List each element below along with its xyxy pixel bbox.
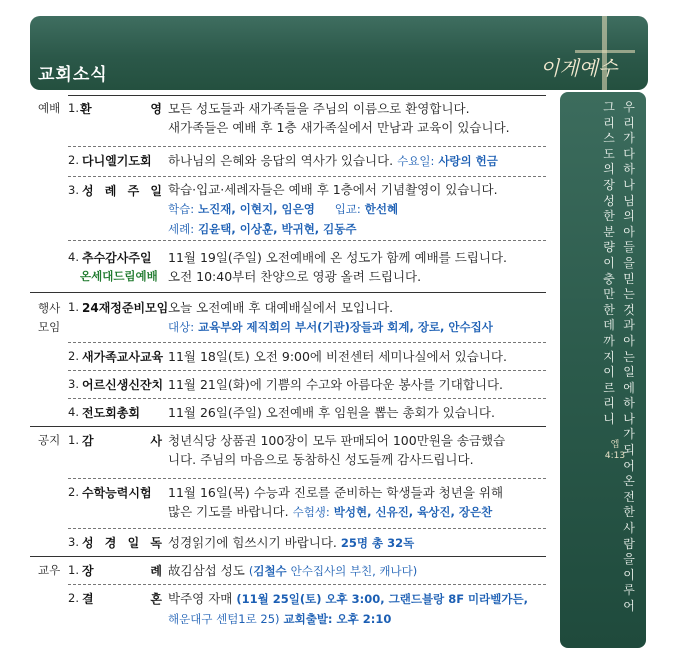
divider <box>68 370 546 371</box>
verse-panel <box>560 92 646 648</box>
text-line: 11월 26일(주일) 오전예배 후 임원을 뽑는 총회가 있습니다. <box>168 405 495 420</box>
sub-value: 한선혜 <box>364 202 399 216</box>
item-text-thanks <box>168 431 546 469</box>
sub-label: 학습: <box>168 202 195 216</box>
section-worship: 예배 <box>38 101 61 115</box>
item-number: 1. <box>68 563 79 577</box>
section-divider <box>30 556 546 557</box>
text-line: 니다. 주님의 마음으로 동참하신 성도들께 감사드립니다. <box>168 452 474 467</box>
item-number: 2. <box>68 591 79 605</box>
item-number: 4. <box>68 405 79 419</box>
text-line: 11월 16일(목) 수능과 진로를 준비하는 학생들과 청년을 위해 <box>168 485 504 500</box>
divider <box>68 398 546 399</box>
item-text-teacher-training <box>168 347 546 366</box>
item-label-exam: 수학능력시험 <box>82 486 152 500</box>
verse-reference: 엡4:13 <box>604 440 626 461</box>
divider <box>68 146 546 147</box>
sub-value: 김윤택, 이상훈, 박귀현, 김동주 <box>198 222 357 236</box>
section-divider <box>30 426 546 427</box>
sub-value: 김철수 <box>253 564 287 578</box>
section-fellowship: 교우 <box>38 563 61 577</box>
section-events: 행사 <box>38 301 61 315</box>
text-line: 하나님의 은혜와 응답의 역사가 있습니다. <box>168 153 394 168</box>
text-line: 청년식당 상품권 100장이 모두 판매되어 100만원을 송금했습 <box>168 433 506 448</box>
text-line: 11월 19일(주일) 오전예배에 온 성도가 함께 예배를 드립니다. <box>168 250 508 265</box>
divider <box>68 478 546 479</box>
item-number: 4. <box>68 250 79 264</box>
item-label-funeral: 장 례 <box>82 564 162 578</box>
item-text-wedding <box>168 589 546 629</box>
divider <box>68 528 546 529</box>
item-label-bible-reading: 성 경 일 독 <box>82 536 162 550</box>
sub-label: 입교: <box>334 202 361 216</box>
divider <box>68 176 546 177</box>
sub-value: 노진재, 이현지, 임은영 <box>198 202 315 216</box>
item-text-daniel-prayer <box>168 151 546 171</box>
logo: 이게예수 <box>540 56 618 80</box>
text-line: 모든 성도들과 새가족들을 주님의 이름으로 환영합니다. <box>168 101 470 116</box>
verse-column-2: 그리스도의장성한분량이충만한데까지이르리니 <box>603 100 615 426</box>
divider <box>68 342 546 343</box>
text-line: 학습·입교·세례자들은 예배 후 1층에서 기념촬영이 있습니다. <box>168 182 498 197</box>
sub-value: 사랑의 헌금 <box>438 154 498 168</box>
sub-value: 25명 총 32독 <box>340 536 415 550</box>
item-number: 2. <box>68 485 79 499</box>
text-line: 새가족들은 예배 후 1층 새가족실에서 만남과 교육이 있습니다. <box>168 120 510 135</box>
item-text-bible-reading <box>168 533 546 553</box>
sub-label: 수요일: <box>397 154 435 168</box>
item-label-general-assembly: 전도회총회 <box>82 406 140 420</box>
item-number: 2. <box>68 153 79 167</box>
sub-label: 대상: <box>168 320 195 334</box>
item-text-general-assembly <box>168 403 546 422</box>
divider <box>68 584 546 585</box>
item-text-thanksgiving <box>168 248 546 286</box>
sub-label: 수험생: <box>292 505 330 519</box>
sub-label: 세례: <box>168 222 195 236</box>
text-line: 오전 10:40부터 찬양으로 영광 올려 드립니다. <box>168 269 422 284</box>
item-label-elders-birthday: 어르신생신잔치 <box>82 378 164 392</box>
text-line: 박주영 자매 <box>168 591 233 606</box>
item-text-funeral <box>168 561 546 581</box>
text-line: 성경읽기에 힘쓰시기 바랍니다. <box>168 535 337 550</box>
item-number: 3. <box>68 377 79 391</box>
item-number: 3. <box>68 183 79 197</box>
item-number: 1. <box>68 101 79 115</box>
item-number: 1. <box>68 433 79 447</box>
section-events-2: 모임 <box>38 320 61 334</box>
sub-value: 교회출발: 오후 2:10 <box>283 612 392 626</box>
item-label-teacher-training: 새가족교사교육 <box>82 350 164 364</box>
item-label-thanksgiving-sub: 온세대드림예배 <box>80 269 158 283</box>
text-line: 11월 21일(화)에 기쁨의 수고와 아름다운 봉사를 기대합니다. <box>168 377 504 392</box>
item-label-daniel-prayer: 다니엘기도회 <box>82 154 152 168</box>
item-number: 2. <box>68 349 79 363</box>
verse-column-1: 우리가다하나님의아들을믿는것과아는일에하나가되어온전한사람을이루어 <box>623 100 635 613</box>
item-label-wedding: 결 혼 <box>82 592 162 606</box>
sub-detail: (11월 25일(토) 오후 3:00, 그랜드블랑 8F 미라벨가든, <box>236 592 528 606</box>
item-number: 1. <box>68 300 79 314</box>
paren: ( <box>248 564 254 578</box>
text-line: 오늘 오전예배 후 대예배실에서 모입니다. <box>168 300 394 315</box>
divider <box>68 240 546 241</box>
text-line: 故김삼섭 성도 <box>168 563 245 578</box>
item-label-sacrament: 성 례 주 일 <box>82 184 162 198</box>
item-text-welcome <box>168 99 546 137</box>
text-line: 11월 18일(토) 오전 9:00에 비전센터 세미나실에서 있습니다. <box>168 349 507 364</box>
item-label-budget-meeting: 24재정준비모임 <box>82 301 169 315</box>
item-text-exam <box>168 483 546 522</box>
item-text-sacrament <box>168 180 546 239</box>
item-text-elders-birthday <box>168 375 546 394</box>
section-divider <box>30 292 546 293</box>
item-label-thanks: 감 사 <box>82 434 162 448</box>
sub-value: 교육부와 제직회의 부서(기관)장들과 회계, 장로, 안수집사 <box>198 320 493 334</box>
sub-value: 박성현, 신유진, 육상진, 장은찬 <box>333 505 493 519</box>
section-notice: 공지 <box>38 433 61 447</box>
item-text-budget-meeting <box>168 298 546 337</box>
text-line: 많은 기도를 바랍니다. <box>168 504 289 519</box>
sub-detail: 해운대구 센텀1로 25) <box>168 612 280 626</box>
sub-detail: 안수집사의 부친, 캐나다) <box>290 564 418 578</box>
item-label-thanksgiving: 추수감사주일 <box>82 251 152 265</box>
page-title: 교회소식 <box>38 65 108 85</box>
item-number: 3. <box>68 535 79 549</box>
header-banner <box>30 16 648 90</box>
divider <box>68 95 546 96</box>
item-label-welcome: 환 영 <box>80 102 162 116</box>
